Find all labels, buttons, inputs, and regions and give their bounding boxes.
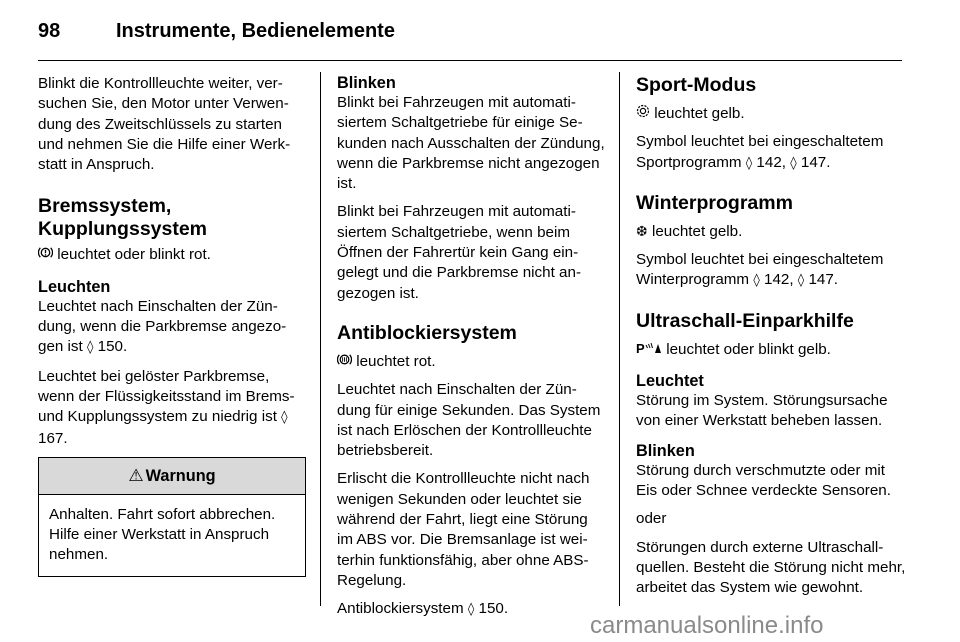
svg-text:P: P (636, 340, 645, 354)
status-text: leuchtet rot. (356, 352, 436, 370)
paragraph-text: Antiblockiersystem (337, 600, 464, 618)
paragraph: Erlischt die Kontrollleuchte nicht nach wenigen Sekunden oder leuchtet sie während der Fahrt, liegt eine Störung im ABS vor. Die Bremsanlage ist weiterhin funktionsfähig, aber ohne ABS-Regelung. (337, 470, 590, 589)
brake-warning-icon (38, 245, 53, 265)
paragraph (38, 297, 306, 359)
paragraph: Störung im System. Störungsursache von einer Werkstatt beheben lassen. (636, 392, 888, 430)
subheading-blinken: Blinken (337, 74, 396, 92)
sport-status (636, 104, 906, 124)
warning-header (39, 458, 305, 495)
page-reference: 142, (756, 153, 786, 171)
winter-status (636, 222, 906, 242)
paragraph: Blinkt die Kontrollleuchte weiter, versuchen Sie, den Motor unter Verwendung des Zweitschlüssels zu starten und nehmen Sie die Hilfe einer Werkstatt in Anspruch. (38, 75, 291, 174)
page-number: 98 (38, 20, 61, 42)
column-1 (38, 74, 306, 577)
page-reference: 147. (800, 153, 831, 171)
warning-box (38, 457, 306, 577)
sport-mode-icon (636, 104, 650, 124)
status-text: leuchtet oder blinkt rot. (57, 246, 211, 264)
page-reference: 167. (38, 429, 68, 447)
paragraph: Blinkt bei Fahrzeugen mit automatisiertem Schaltgetriebe für einige Sekunden nach Ausschalten der Zündung, wenn die Parkbremse nicht angezogen ist. (337, 94, 605, 193)
reference-arrow-icon: ◊ (790, 155, 797, 171)
header-rule (38, 60, 902, 61)
brake-status (38, 245, 306, 265)
status-text: leuchtet gelb. (654, 105, 745, 122)
reference-arrow-icon: ◊ (86, 340, 94, 356)
reference-arrow-icon: ◊ (753, 273, 760, 289)
status-text: leuchtet oder blinkt gelb. (666, 340, 831, 358)
reference-arrow-icon: ◊ (467, 602, 475, 618)
warning-text: Anhalten. Fahrt sofort abbrechen. Hilfe einer Werkstatt in Anspruch nehmen. (49, 505, 276, 564)
heading-line: Kupplungssystem (38, 218, 208, 241)
page-title: Instrumente, Bedienelemente (116, 20, 395, 42)
column-divider-1 (320, 72, 321, 606)
paragraph: Störungen durch externe Ultraschallquellen. Besteht die Störung nicht mehr, arbeitet das System wie gewohnt. (636, 538, 906, 597)
park-status (636, 340, 906, 360)
section-heading-winter: Winterprogramm (636, 191, 793, 214)
reference-arrow-icon: ◊ (281, 410, 288, 426)
section-heading-brake (38, 195, 306, 241)
paragraph (636, 132, 906, 174)
page-header (38, 18, 922, 48)
paragraph-text: Leuchtet bei gelöster Parkbremse, wenn der Flüssigkeitsstand im Brems- und Kupplungssystem zu niedrig ist (38, 367, 295, 426)
subheading-blinken: Blinken (636, 441, 695, 460)
page-reference: 147. (808, 271, 839, 289)
paragraph-text: Symbol leuchtet bei eingeschaltetem Sportprogramm (636, 133, 884, 171)
page-reference: 142, (764, 271, 794, 289)
status-text: leuchtet gelb. (651, 222, 743, 240)
paragraph (38, 367, 306, 449)
column-2 (337, 74, 605, 629)
column-3 (636, 74, 906, 606)
warning-title: Warnung (145, 466, 216, 485)
park-assist-icon (636, 340, 662, 360)
reference-arrow-icon: ◊ (797, 273, 805, 289)
section-heading-abs: Antiblockiersystem (337, 321, 517, 344)
subheading-leuchtet: Leuchtet (636, 372, 704, 391)
abs-icon (337, 352, 352, 372)
paragraph: Leuchtet nach Einschalten der Zündung für einige Sekunden. Das System ist nach Erlöschen der Kontrollleuchte betriebsbereit. (337, 381, 601, 460)
section-heading-sport: Sport-Modus (636, 74, 757, 96)
reference-arrow-icon: ◊ (745, 155, 753, 171)
paragraph (636, 250, 906, 292)
paragraph: Störung durch verschmutzte oder mit Eis oder Schnee verdeckte Sensoren. (636, 461, 891, 499)
paragraph: Blinkt bei Fahrzeugen mit automatisiertem Schaltgetriebe, wenn beim Öffnen der Fahrertür kein Gang eingelegt und die Parkbremse nicht angezogen ist. (337, 203, 581, 302)
abs-status (337, 352, 605, 372)
paragraph-text: Symbol leuchtet bei eingeschaltetem Winterprogramm (636, 251, 884, 289)
paragraph-text: Leuchtet nach Einschalten der Zündung, wenn die Parkbremse angezogen ist (38, 297, 287, 356)
page-reference: 150. (478, 600, 509, 618)
subheading-leuchten: Leuchten (38, 277, 111, 296)
column-divider-2 (619, 72, 620, 606)
snowflake-icon: ❆ (636, 223, 648, 240)
section-heading-park: Ultraschall-Einparkhilfe (636, 309, 854, 332)
paragraph (337, 599, 605, 620)
heading-line: Bremssystem, (38, 195, 172, 218)
paragraph: oder (636, 510, 667, 528)
warning-triangle-icon: ⚠ (128, 465, 144, 486)
watermark: carmanualsonline.info (590, 612, 824, 639)
page-reference: 150. (97, 338, 128, 356)
